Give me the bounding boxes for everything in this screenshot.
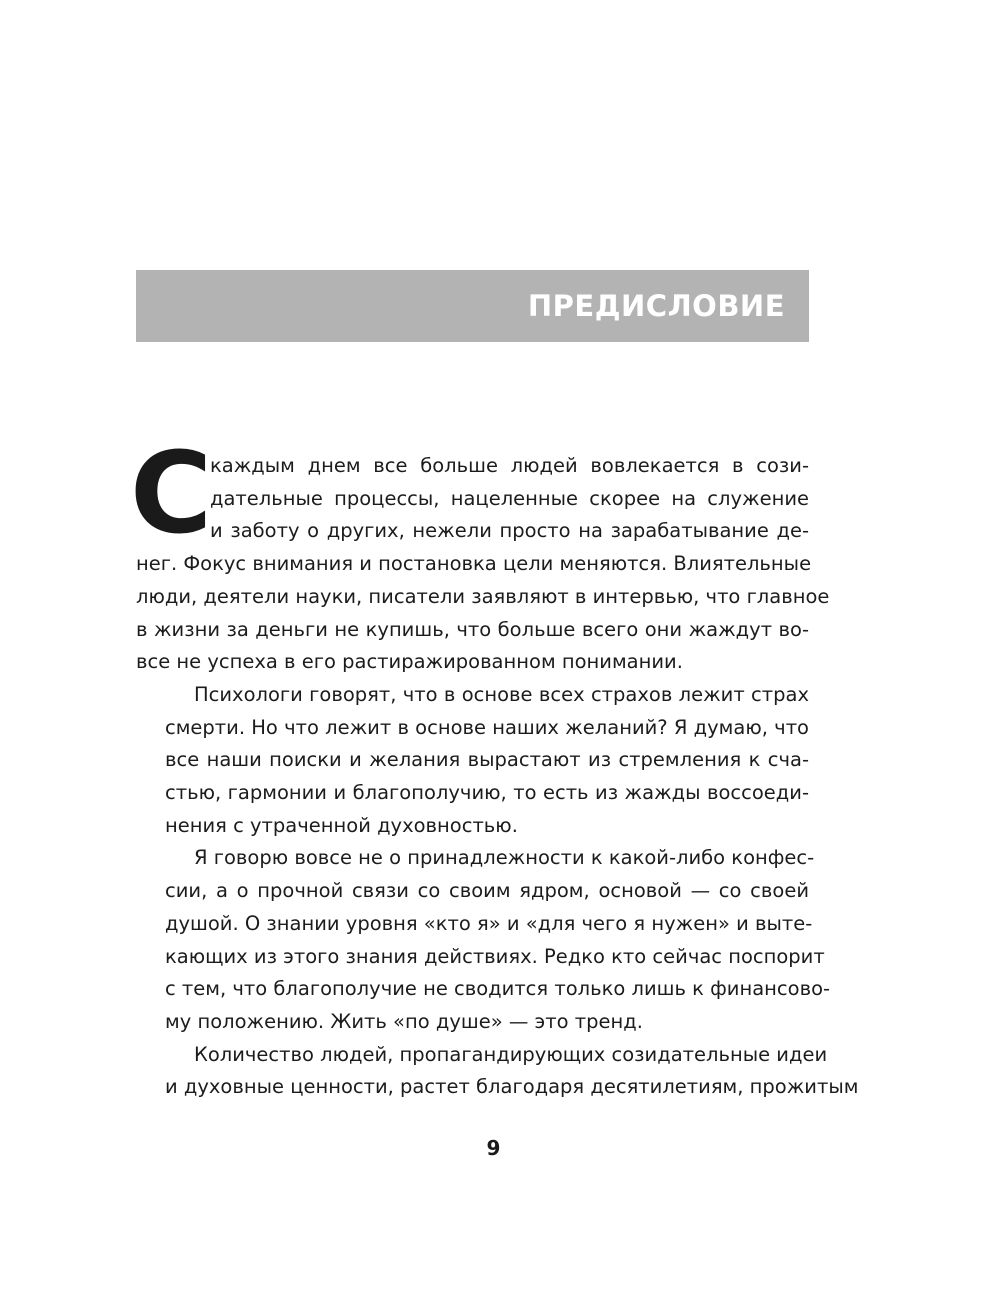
text-line: смерти. Но что лежит в основе наших желаний? Я думаю, что: [165, 715, 809, 739]
text-line: в жизни за деньги не купишь, что больше всего они жаждут во-: [136, 617, 809, 641]
paragraph-4: [136, 1039, 859, 1104]
text-line: и духовные ценности, растет благодаря десятилетиям, прожитым: [165, 1075, 859, 1099]
body-text: [130, 429, 859, 1104]
text-line: Количество людей, пропагандирующих созидательные идеи: [194, 1042, 828, 1066]
paragraph-3: [136, 842, 831, 1038]
text-line: дательные процессы, нацеленные скорее на служение: [210, 486, 809, 510]
page-number: 9: [486, 1136, 501, 1160]
text-line: стью, гармонии и благополучию, то есть из жажды воссоеди-: [165, 781, 809, 805]
text-line: сии, а о прочной связи со своим ядром, основой — со своей: [165, 879, 809, 903]
chapter-header-band: [136, 270, 809, 342]
text-line: с тем, что благополучие не сводится только лишь к финансово-: [165, 977, 831, 1001]
paragraph-1: [136, 450, 830, 679]
text-line: и заботу о других, нежели просто на зарабатывание де-: [210, 519, 809, 543]
text-line: му положению. Жить «по душе» — это тренд.: [165, 1009, 643, 1033]
text-line: душой. О знании уровня «кто я» и «для чего я нужен» и выте-: [165, 911, 813, 935]
text-line: все наши поиски и желания вырастают из стремления к сча-: [165, 748, 809, 772]
text-line: каждым днем все больше людей вовлекается в сози-: [210, 454, 809, 477]
text-line: все не успеха в его растиражированном понимании.: [136, 650, 683, 674]
text-line: люди, деятели науки, писатели заявляют в интервью, что главное: [136, 584, 830, 608]
text-line: нег. Фокус внимания и постановка цели меняются. Влиятельные: [136, 552, 812, 576]
text-line: кающих из этого знания действиях. Редко кто сейчас поспорит: [165, 944, 825, 968]
drop-cap-letter: С: [130, 429, 213, 559]
text-line: нения с утраченной духовностью.: [165, 813, 518, 837]
text-line: Я говорю вовсе не о принадлежности к какой-либо конфес-: [194, 846, 815, 870]
text-line: Психологи говорят, что в основе всех страхов лежит страх: [194, 682, 809, 706]
paragraph-2: [136, 679, 809, 843]
chapter-title: ПРЕДИСЛОВИЕ: [527, 289, 785, 323]
